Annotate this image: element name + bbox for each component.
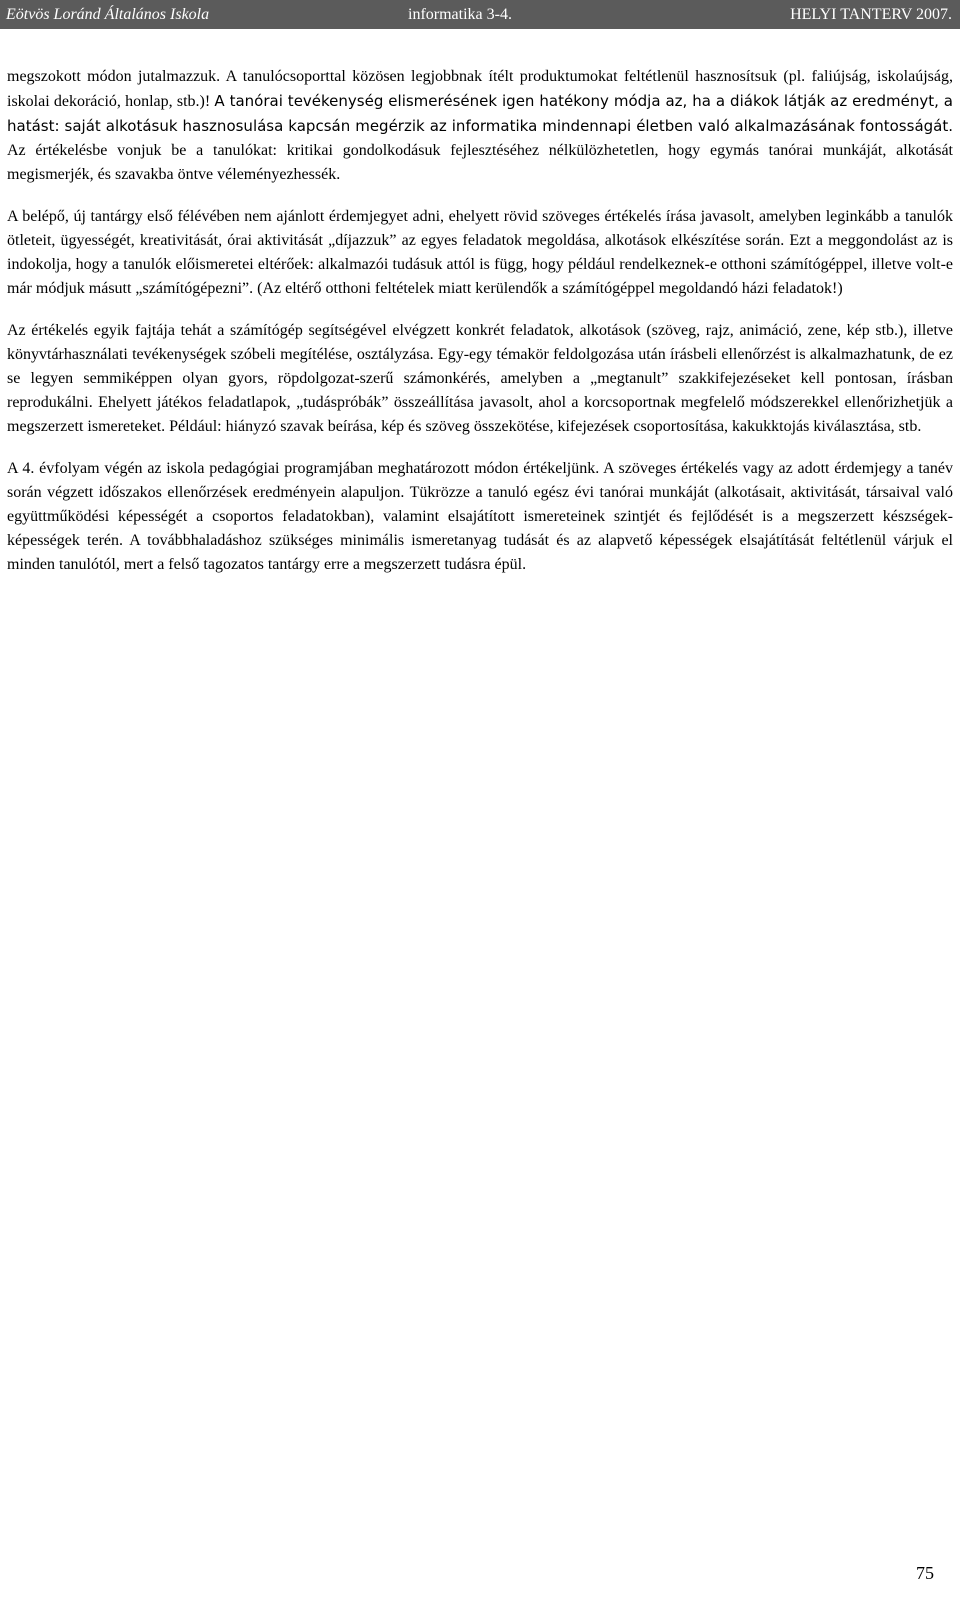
paragraph-assessment-types: Az értékelés egyik fajtája tehát a számítógép segítségével elvégzett konkrét feladatok, alkotások (szöveg, rajz, animáció, zene, kép stb.), illetve könyvtárhasználati tevékenységek szóbeli megítélése, osztályzása. Egy-egy témakör feldolgozása után írásbeli ellenőrzést is alkalmazhatunk, de ez se legyen semmiképpen olyan gyors, röpdolgozat-szerű számonkérés, amelyben a „megtanult” szakkifejezéseket kell pontosan, írásban reprodukálni. Ehelyett játékos feladatlapok, „tudáspróbák” összeállítása javasolt, ahol a korcsoportnak megfelelő módszerekkel ellenőrizhetjük a megszerzett ismereteket. Például: hiányzó szavak beírása, kép és szöveg összekötése, kifejezések csoportosítása, kakukktojás kiválasztása, stb. (7, 322, 953, 435)
header-curriculum: HELYI TANTERV 2007. (790, 6, 952, 23)
header-subject: informatika 3-4. (408, 6, 512, 23)
page-number: 75 (916, 1563, 934, 1583)
page-header (0, 0, 960, 29)
paragraph-grade-four: A 4. évfolyam végén az iskola pedagógiai programjában meghatározott módon értékeljünk. A szöveges értékelés vagy az adott érdemjegy a tanév során végzett időszakos ellenőrzések eredményein alapuljon. Tükrözze a tanuló egész évi tanórai munkáját (alkotásait, aktivitását, társaival való együttműködési képességét a csoportos feladatokban), valamint elsajátított ismereteinek szintjét és fejlődését is a megszerzett készségek-képességek terén. A továbbhaladáshoz szükséges minimális ismeretanyag tudását és az alapvető képességek elsajátítását feltétlenül várjuk el minden tanulótól, mert a felső tagozatos tantárgy erre a megszerzett tudásra épül. (7, 460, 953, 573)
paragraph-rewards-part2: A tanórai tevékenység elismerésének igen hatékony módja az, ha a diákok látják az eredményt, a hatást: saját alkotásuk hasznosulása kapcsán megérzik az informatika mindennapi életben való alkalmazásának fontosságát. (7, 92, 953, 135)
paragraph-rewards-part1: megszokott módon jutalmazzuk. A tanulócsoporttal közösen legjobbnak ítélt produktumokat feltétlenül hasznosítsuk (pl. faliújság, iskolaújság, iskolai dekoráció, honlap, stb.)! (7, 68, 953, 110)
paragraph-rewards (7, 65, 953, 187)
header-school-name: Eötvös Loránd Általános Iskola (6, 6, 210, 23)
paragraph-rewards-part3: Az értékelésbe vonjuk be a tanulókat: kritikai gondolkodásuk fejlesztéséhez nélkülözhetetlen, hogy egymás tanórai munkáját, alkotását megismerjék, és szavakba öntve véleményezhessék. (7, 142, 953, 183)
paragraph-first-semester: A belépő, új tantárgy első félévében nem ajánlott érdemjegyet adni, ehelyett rövid szöveges értékelés írása javasolt, amelyben leginkább a tanulók ötleteit, ügyességét, kreativitását, órai aktivitását „díjazzuk” az egyes feladatok megoldása, alkotások elkészítése során. Ezt a meggondolást az is indokolja, hogy a tanulók előismeretei eltérőek: alkalmazói tudásuk attól is függ, hogy például rendelkeznek-e otthoni számítógéppel, illetve volt-e már módjuk másutt „számítógépezni”. (Az eltérő otthoni feltételek miatt kerülendők a számítógéppel megoldandó házi feladatok!) (7, 208, 953, 297)
document-body (7, 65, 953, 595)
